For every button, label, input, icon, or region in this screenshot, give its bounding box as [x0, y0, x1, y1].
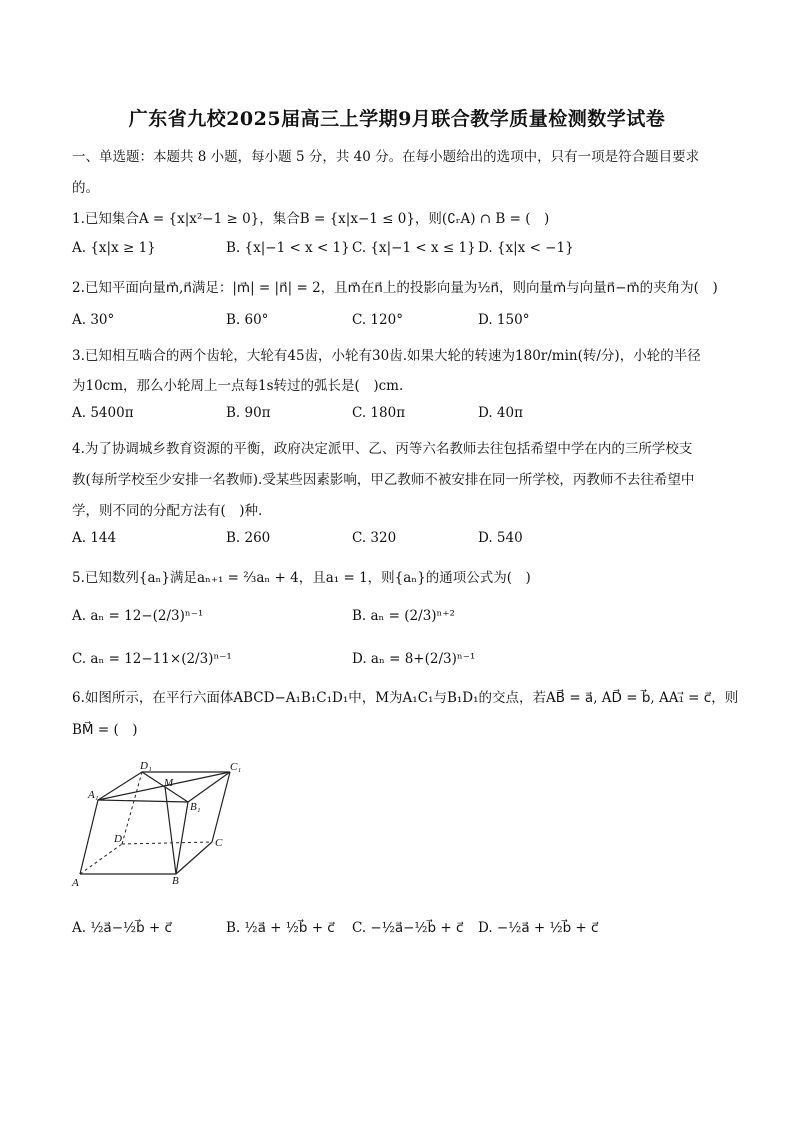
label-c: C — [215, 837, 223, 849]
q1-option-d[interactable]: D. {x|x < −1} — [478, 240, 574, 256]
q2-option-a[interactable]: A. 30° — [72, 312, 115, 328]
page-title: 广东省九校2025届高三上学期9月联合教学质量检测数学试卷 — [128, 108, 666, 130]
q4-stem-line-3: 学，则不同的分配方法有( )种. — [72, 503, 263, 519]
q2-option-c[interactable]: C. 120° — [352, 312, 403, 328]
q3-option-a[interactable]: A. 5400π — [72, 405, 134, 421]
q4-option-a[interactable]: A. 144 — [72, 530, 117, 546]
label-b: B — [172, 875, 179, 887]
q3-option-d[interactable]: D. 40π — [478, 405, 523, 421]
edge-dc-hidden — [122, 842, 212, 844]
q6-option-c[interactable]: C. −½a⃗−½b⃗ + c⃗ — [352, 920, 464, 936]
label-d: D — [114, 833, 122, 845]
section-instruction-line-2: 的。 — [72, 180, 99, 196]
q5-stem: 5.已知数列{aₙ}满足aₙ₊₁ = ⅔aₙ + 4，且a₁ = 1，则{aₙ}的通项公式为( ) — [72, 570, 531, 586]
label-b1: B₁ — [190, 801, 201, 813]
label-a: A — [72, 877, 79, 889]
q1-option-a[interactable]: A. {x|x ≥ 1} — [72, 240, 156, 256]
label-a1: A₁ — [88, 789, 99, 801]
label-d1: D₁ — [140, 760, 152, 772]
q2-stem: 2.已知平面向量m⃗,n⃗满足：|m⃗| = |n⃗| = 2，且m⃗在n⃗上的投影向量为½n⃗，则向量m⃗与向量n⃗−m⃗的夹角为( ) — [72, 280, 718, 296]
section-instruction-line-1: 一、单选题：本题共 8 小题，每小题 5 分，共 40 分。在每小题给出的选项中，只有一项是符合题目要求 — [72, 149, 700, 165]
edge-bc — [176, 842, 212, 874]
q5-option-c[interactable]: C. aₙ = 12−11×(2/3)ⁿ⁻¹ — [72, 651, 232, 667]
label-m: M — [164, 777, 174, 789]
edge-a1b1 — [98, 800, 188, 802]
q6-stem-line-2: BM⃗ = ( ) — [72, 722, 138, 738]
q3-stem-line-1: 3.已知相互啮合的两个齿轮，大轮有45齿，小轮有30齿.如果大轮的转速为180r/min(转/分)，小轮的半径 — [72, 348, 701, 364]
q2-option-b[interactable]: B. 60° — [226, 312, 269, 328]
q4-option-b[interactable]: B. 260 — [226, 530, 271, 546]
q6-stem-line-1: 6.如图所示，在平行六面体ABCD−A₁B₁C₁D₁中，M为A₁C₁与B₁D₁的交点，若AB⃗ = a⃗, AD⃗ = b⃗, AA₁⃗ = c⃗，则 — [72, 690, 739, 706]
q1-option-c[interactable]: C. {x|−1 < x ≤ 1} — [352, 240, 476, 256]
q1-stem: 1.已知集合A = {x|x²−1 ≥ 0}，集合B = {x|x−1 ≤ 0}，则(∁ᵣA) ∩ B = ( ) — [72, 211, 550, 227]
parallelepiped-figure — [70, 756, 250, 891]
q3-option-c[interactable]: C. 180π — [352, 405, 406, 421]
segment-bm — [165, 787, 176, 874]
q6-option-b[interactable]: B. ½a⃗ + ½b⃗ + c⃗ — [226, 920, 335, 936]
q4-stem-line-1: 4.为了协调城乡教育资源的平衡，政府决定派甲、乙、丙等六名教师去往包括希望中学在内的三所学校支 — [72, 441, 693, 457]
q6-option-d[interactable]: D. −½a⃗ + ½b⃗ + c⃗ — [478, 920, 599, 936]
q5-option-d[interactable]: D. aₙ = 8+(2/3)ⁿ⁻¹ — [352, 651, 476, 667]
q5-option-b[interactable]: B. aₙ = (2/3)ⁿ⁺² — [352, 608, 455, 624]
q4-option-d[interactable]: D. 540 — [478, 530, 523, 546]
q6-option-a[interactable]: A. ½a⃗−½b⃗ + c⃗ — [72, 920, 172, 936]
edge-bb1 — [176, 802, 188, 874]
q5-option-a[interactable]: A. aₙ = 12−(2/3)ⁿ⁻¹ — [72, 608, 204, 624]
q3-option-b[interactable]: B. 90π — [226, 405, 271, 421]
q4-option-c[interactable]: C. 320 — [352, 530, 397, 546]
q3-stem-line-2: 为10cm，那么小轮周上一点每1s转过的弧长是( )cm. — [72, 378, 404, 394]
q1-option-b[interactable]: B. {x|−1 < x < 1} — [226, 240, 350, 256]
q2-option-d[interactable]: D. 150° — [478, 312, 530, 328]
label-c1: C₁ — [230, 761, 242, 773]
q4-stem-line-2: 教(每所学校至少安排一名教师).受某些因素影响，甲乙教师不被安排在同一所学校，丙教师不去往希望中 — [72, 472, 695, 488]
